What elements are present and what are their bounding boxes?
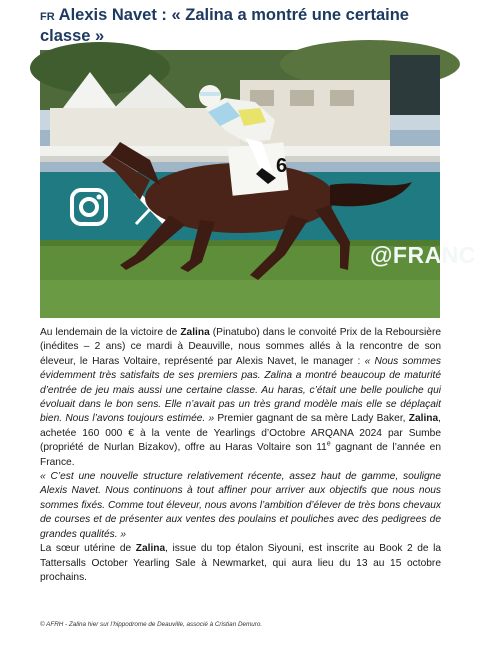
text-run: Premier gagnant de sa mère Lady Baker, — [214, 413, 409, 425]
race-photo-illustration — [40, 50, 440, 318]
headline-title: Alexis Navet : « Zalina a montré une certaine classe » — [40, 6, 409, 45]
horse-name: Zalina — [180, 327, 210, 338]
text-run: gagnant de l’année en France. — [40, 442, 441, 468]
text-run: , issue du top étalon Siyouni, est inscrite au Book 2 de la Tattersalls October Yearling Sale à Newmarket, qui aura lieu du 13 au 15 octobre prochains. — [40, 543, 441, 583]
country-tag: FR — [40, 11, 55, 23]
article-paragraph-2 — [40, 470, 441, 542]
race-photo — [40, 50, 476, 318]
article-paragraph-3 — [40, 542, 441, 585]
horse-name: Zalina — [135, 543, 166, 555]
saddle-number: 6 — [276, 155, 288, 177]
quote: « Nous sommes évidemment très satisfaits de ses premiers pas. Zalina a montré beaucoup de maturité d’entrée de jeu mais aussi une certaine classe. Au haras, c’était une belle pouliche qui évoluait dans le bon sens. Elle n’avait pas un très grand modèle mais elle se déplaçait bien. Nous l’avons toujours estimée. » — [40, 355, 441, 425]
quote: « C’est une nouvelle structure relativement récente, assez haut de gamme, souligne Alexis Navet. Nous continuons à tout affiner pour arriver aux objectifs que nous nous sommes fixés. Comme tout éleveur, nous avons l’ambition d’élever de très bons chevaux de courses et de présenter aux ventes des poulains et pouliches avec des pedigrees de grandes qualités. » — [40, 471, 441, 540]
article-body — [40, 326, 441, 585]
text-run: La sœur utérine de — [40, 543, 136, 555]
banner-watermark: @FRANC — [370, 242, 476, 268]
photo-caption: © AFRH - Zalina hier sur l’hippodrome de Deauville, associé à Cristian Demuro. — [40, 621, 263, 628]
text-run: Au lendemain de la victoire de — [40, 327, 181, 338]
horse-name: Zalina — [408, 413, 439, 425]
article-paragraph-1 — [40, 326, 441, 470]
text-run: , achetée 160 000 € à la vente de Yearlings d’Octobre ARQANA 2024 par Sumbe (propriété de Nurlan Bizakov), offre au Haras Voltaire son 11 — [40, 413, 442, 454]
ordinal-suffix: e — [326, 440, 331, 448]
article-headline — [40, 6, 440, 46]
text-run: (Pinatubo) dans le convoité Prix de la Reboursière (inédites – 2 ans) ce mardi à Deauville, nous sommes allés à la rencontre de son éleveur, le Haras Voltaire, représenté par Alexis Navet, le manager : — [40, 327, 441, 367]
